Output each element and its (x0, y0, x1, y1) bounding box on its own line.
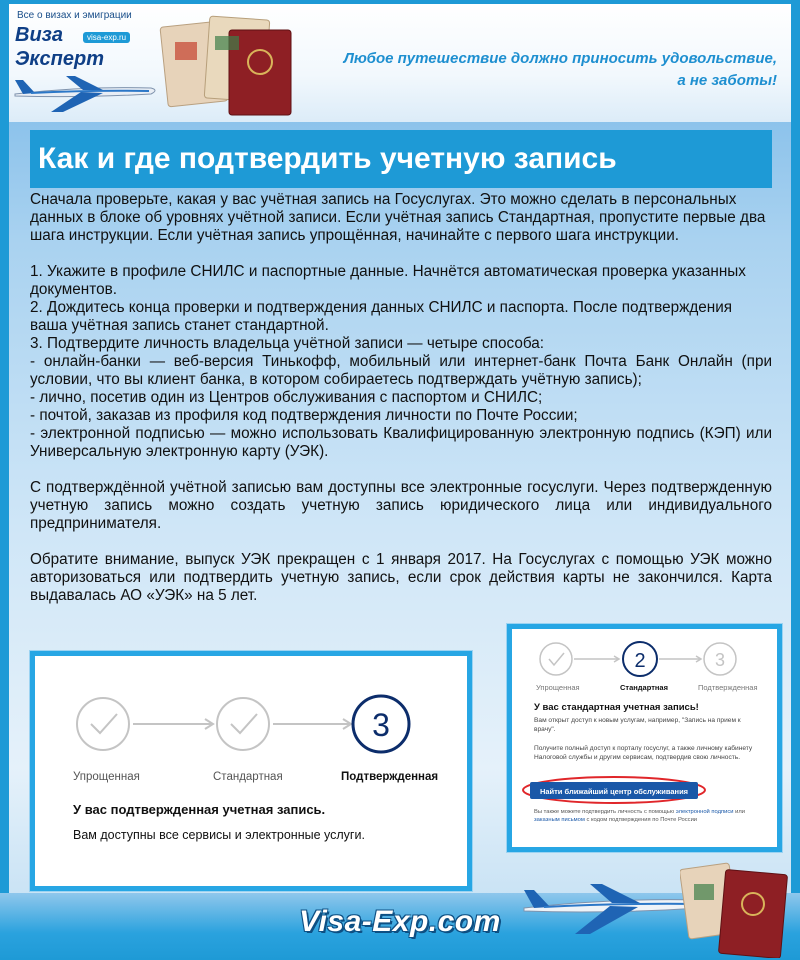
check-icon (231, 714, 257, 733)
footnote-text-2: или (733, 809, 746, 815)
screenshot-confirmed-account (30, 651, 472, 891)
confirmed-paragraph: С подтверждённой учётной записью вам доступны все электронные госуслуги. Через подтвержденную учетную запись можно создать учетную запись юридического лица или индивидуального предпринимателя. (30, 479, 772, 532)
logo-text-expert: Эксперт (15, 48, 104, 70)
airplane-icon (11, 64, 161, 116)
article-body (30, 191, 772, 605)
step-3: 3. Подтвердите личность владельца учётной записи — четыре способа: (30, 335, 544, 352)
step1-circle (77, 698, 129, 750)
step3-label: Подтвержденная (341, 771, 439, 783)
step1-circle (540, 643, 572, 675)
e-signature-link[interactable]: электронной подписи (675, 809, 734, 815)
check-icon (91, 714, 117, 733)
step2-number: 2 (634, 650, 646, 672)
footnote-wrapper (534, 808, 769, 832)
way-by-mail: - почтой, заказав из профиля код подтверждения личности по Почте России; (30, 407, 578, 424)
find-center-button[interactable]: Найти ближайший центр обслуживания (539, 787, 689, 796)
status-text: Вам доступны все сервисы и электронные услуги. (73, 828, 365, 842)
account-footnote (534, 808, 769, 824)
logo-caption: Все о визах и эмиграции (17, 10, 132, 21)
logo-url-badge: visa-exp.ru (83, 32, 130, 43)
step-2: 2. Дождитесь конца проверки и подтверждения данных СНИЛС и паспорта. После подтверждения ваша учётная запись станет стандартной. (30, 299, 733, 334)
slogan-line-2: а не заботы! (677, 72, 777, 89)
account-text-1: Вам открыт доступ к новым услугам, например, "Запись на прием к врачу". (534, 717, 741, 733)
registered-letter-link[interactable]: заказным письмом (534, 817, 585, 823)
slogan (344, 48, 777, 92)
status-heading: У вас подтвержденная учетная запись. (73, 802, 326, 817)
step3-label: Подтвержденная (698, 683, 758, 692)
step1-label: Упрощенная (73, 771, 140, 783)
slogan-line-1: Любое путешествие должно приносить удовольствие, (343, 50, 777, 67)
steps-diagram-standard (512, 629, 777, 847)
step3-number: 3 (372, 707, 390, 743)
check-icon (549, 653, 564, 665)
logo-text-viza: Виза (15, 24, 63, 46)
way-in-person: - лично, посетив один из Центров обслуживания с паспортом и СНИЛС; (30, 389, 543, 406)
frame-left (0, 0, 9, 960)
intro-paragraph: Сначала проверьте, какая у вас учётная запись на Госуслугах. Это можно сделать в персональных данных в блоке об уровнях учётной записи. Если учётная запись Стандартная, пропустите первые два шага инструкции. Если учётная запись упрощённая, начинайте с первого шага инструкции. (30, 191, 766, 244)
footer-site-name: Visa-Exp.com (299, 905, 501, 938)
text2-wrapper (534, 745, 764, 775)
page-title: Как и где подтвердить учетную запись (38, 142, 617, 175)
footnote-text-3: с кодом подтверждения по Почте России (584, 817, 698, 823)
way-online-banks: - онлайн-банки — веб-версия Тинькофф, мобильный или интернет-банк Почта Банк Онлайн (при условии, что вы клиент банка, в котором собираетесь подтверждать учётную запись); (30, 353, 772, 388)
account-heading: У вас стандартная учетная запись! (534, 702, 699, 713)
step2-label: Стандартная (213, 771, 283, 783)
steps-diagram-confirmed (35, 656, 467, 886)
title-bar (30, 130, 772, 188)
text1-wrapper (534, 717, 764, 741)
step-1: 1. Укажите в профиле СНИЛС и паспортные данные. Начнётся автоматическая проверка указанных документов. (30, 263, 746, 298)
step3-number: 3 (714, 650, 726, 670)
step1-label: Упрощенная (536, 683, 580, 692)
screenshot-standard-account (507, 624, 782, 852)
note-paragraph: Обратите внимание, выпуск УЭК прекращен с 1 января 2017. На Госуслугах с помощью УЭК можно авторизоваться или подтвердить учетную запись, если срок действия карты не закончился. Карта выдавалась АО «УЭК» на 5 лет. (30, 551, 772, 604)
step2-circle (217, 698, 269, 750)
way-e-signature: - электронной подписью — можно использовать Квалифицированную электронную подпись (КЭП) или Универсальную электронную карту (УЭК). (30, 425, 772, 460)
footnote-text-1: Вы также можете подтвердить личность с помощью (534, 809, 676, 815)
step2-label: Стандартная (620, 683, 668, 692)
frame-right (791, 0, 800, 960)
passports-icon (159, 12, 299, 117)
header-banner (9, 4, 791, 122)
account-text-2: Получите полный доступ к порталу госуслуг, а также личному кабинету Налоговой службы и другим сервисам, подтвердив свою личность. (534, 745, 753, 761)
